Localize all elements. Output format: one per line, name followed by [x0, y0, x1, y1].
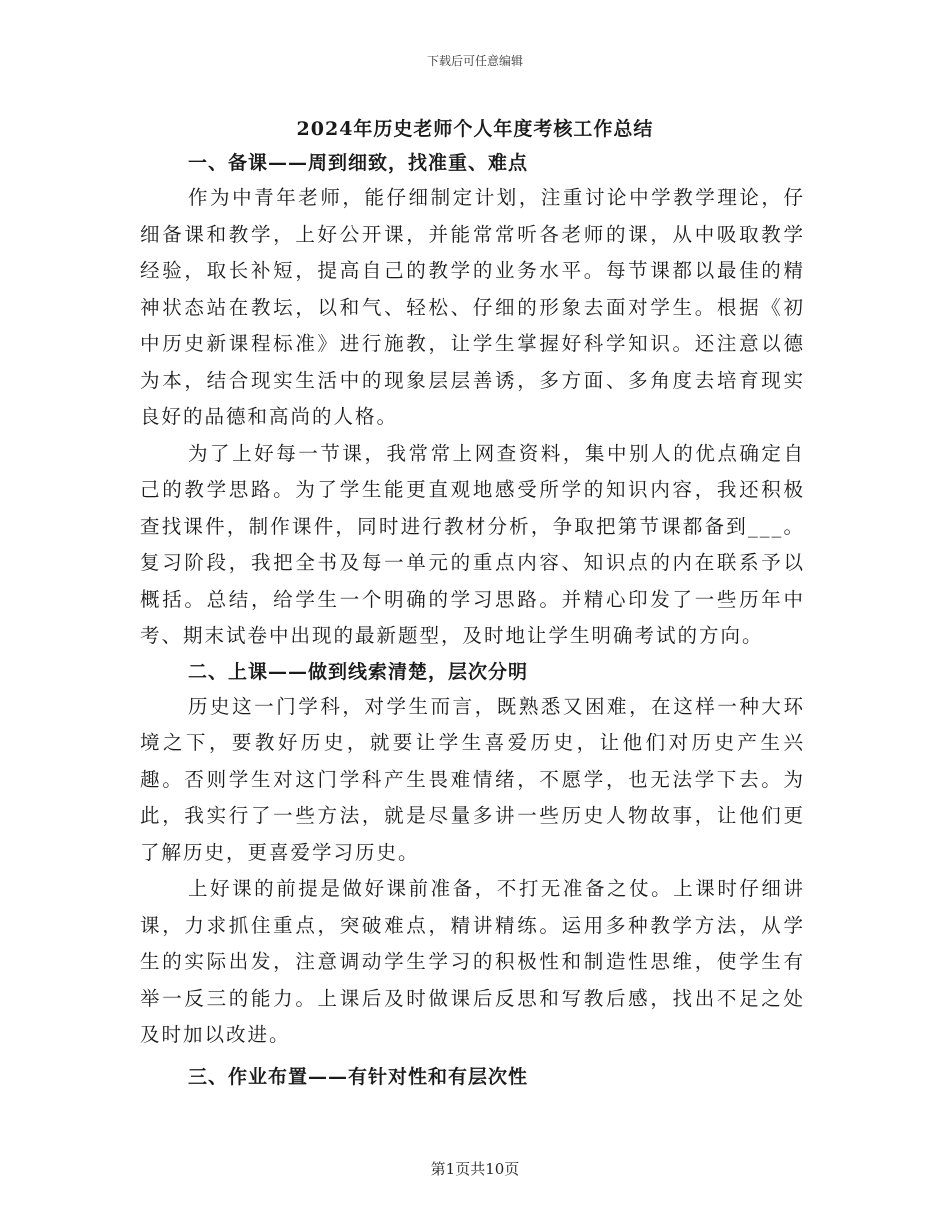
document-title: 2024年历史老师个人年度考核工作总结 — [296, 118, 654, 140]
paragraph-2-1: 历史这一门学科，对学生而言，既熟悉又困难，在这样一种大环境之下，要教好历史，就要让学生喜爱历史，让他们对历史产生兴趣。否则学生对这门学科产生畏难情绪，不愿学，也无法学下去。为此，我实行了一些方法，就是尽量多讲一些历史人物故事，让他们更了解历史，更喜爱学习历史。 — [140, 694, 805, 864]
section-heading-2: 二、上课——做到线索清楚，层次分明 — [188, 660, 529, 683]
paragraph-2-2: 上好课的前提是做好课前准备，不打无准备之仗。上课时仔细讲课，力求抓住重点，突破难点，精讲精练。运用多种教学方法，从学生的实际出发，注意调动学生学习的积极性和制造性思维，使学生有举一反三的能力。上课后及时做课后反思和写教后感，找出不足之处及时加以改进。 — [140, 877, 805, 1046]
section-heading-1: 一、备课——周到细致，找准重、难点 — [188, 152, 529, 174]
page-footer: 第1页共10页 — [430, 1160, 520, 1178]
paragraph-1-1: 作为中青年老师，能仔细制定计划，注重讨论中学教学理论，仔细备课和教学，上好公开课，并能常常听各老师的课，从中吸取教学经验，取长补短，提高自己的教学的业务水平。每节课都以最佳的精神状态站在教坛，以和气、轻松、仔细的形象去面对学生。根据《初中历史新课程标准》进行施教，让学生掌握好科学知识。还注意以德为本，结合现实生活中的现象层层善诱，多方面、多角度去培育现实良好的品德和高尚的人格。 — [140, 186, 805, 428]
header-note: 下载后可任意编辑 — [426, 54, 523, 68]
paragraph-1-2: 为了上好每一节课，我常常上网查资料，集中别人的优点确定自己的教学思路。为了学生能更直观地感受所学的知识内容，我还积极查找课件，制作课件，同时进行教材分析，争取把第节课都备到___。复习阶段，我把全书及每一单元的重点内容、知识点的内在联系予以概括。总结，给学生一个明确的学习思路。并精心印发了一些历年中考、期末试卷中出现的最新题型，及时地让学生明确考试的方向。 — [140, 441, 805, 647]
section-heading-3: 三、作业布置——有针对性和有层次性 — [188, 1065, 529, 1088]
document-body — [140, 146, 805, 1094]
